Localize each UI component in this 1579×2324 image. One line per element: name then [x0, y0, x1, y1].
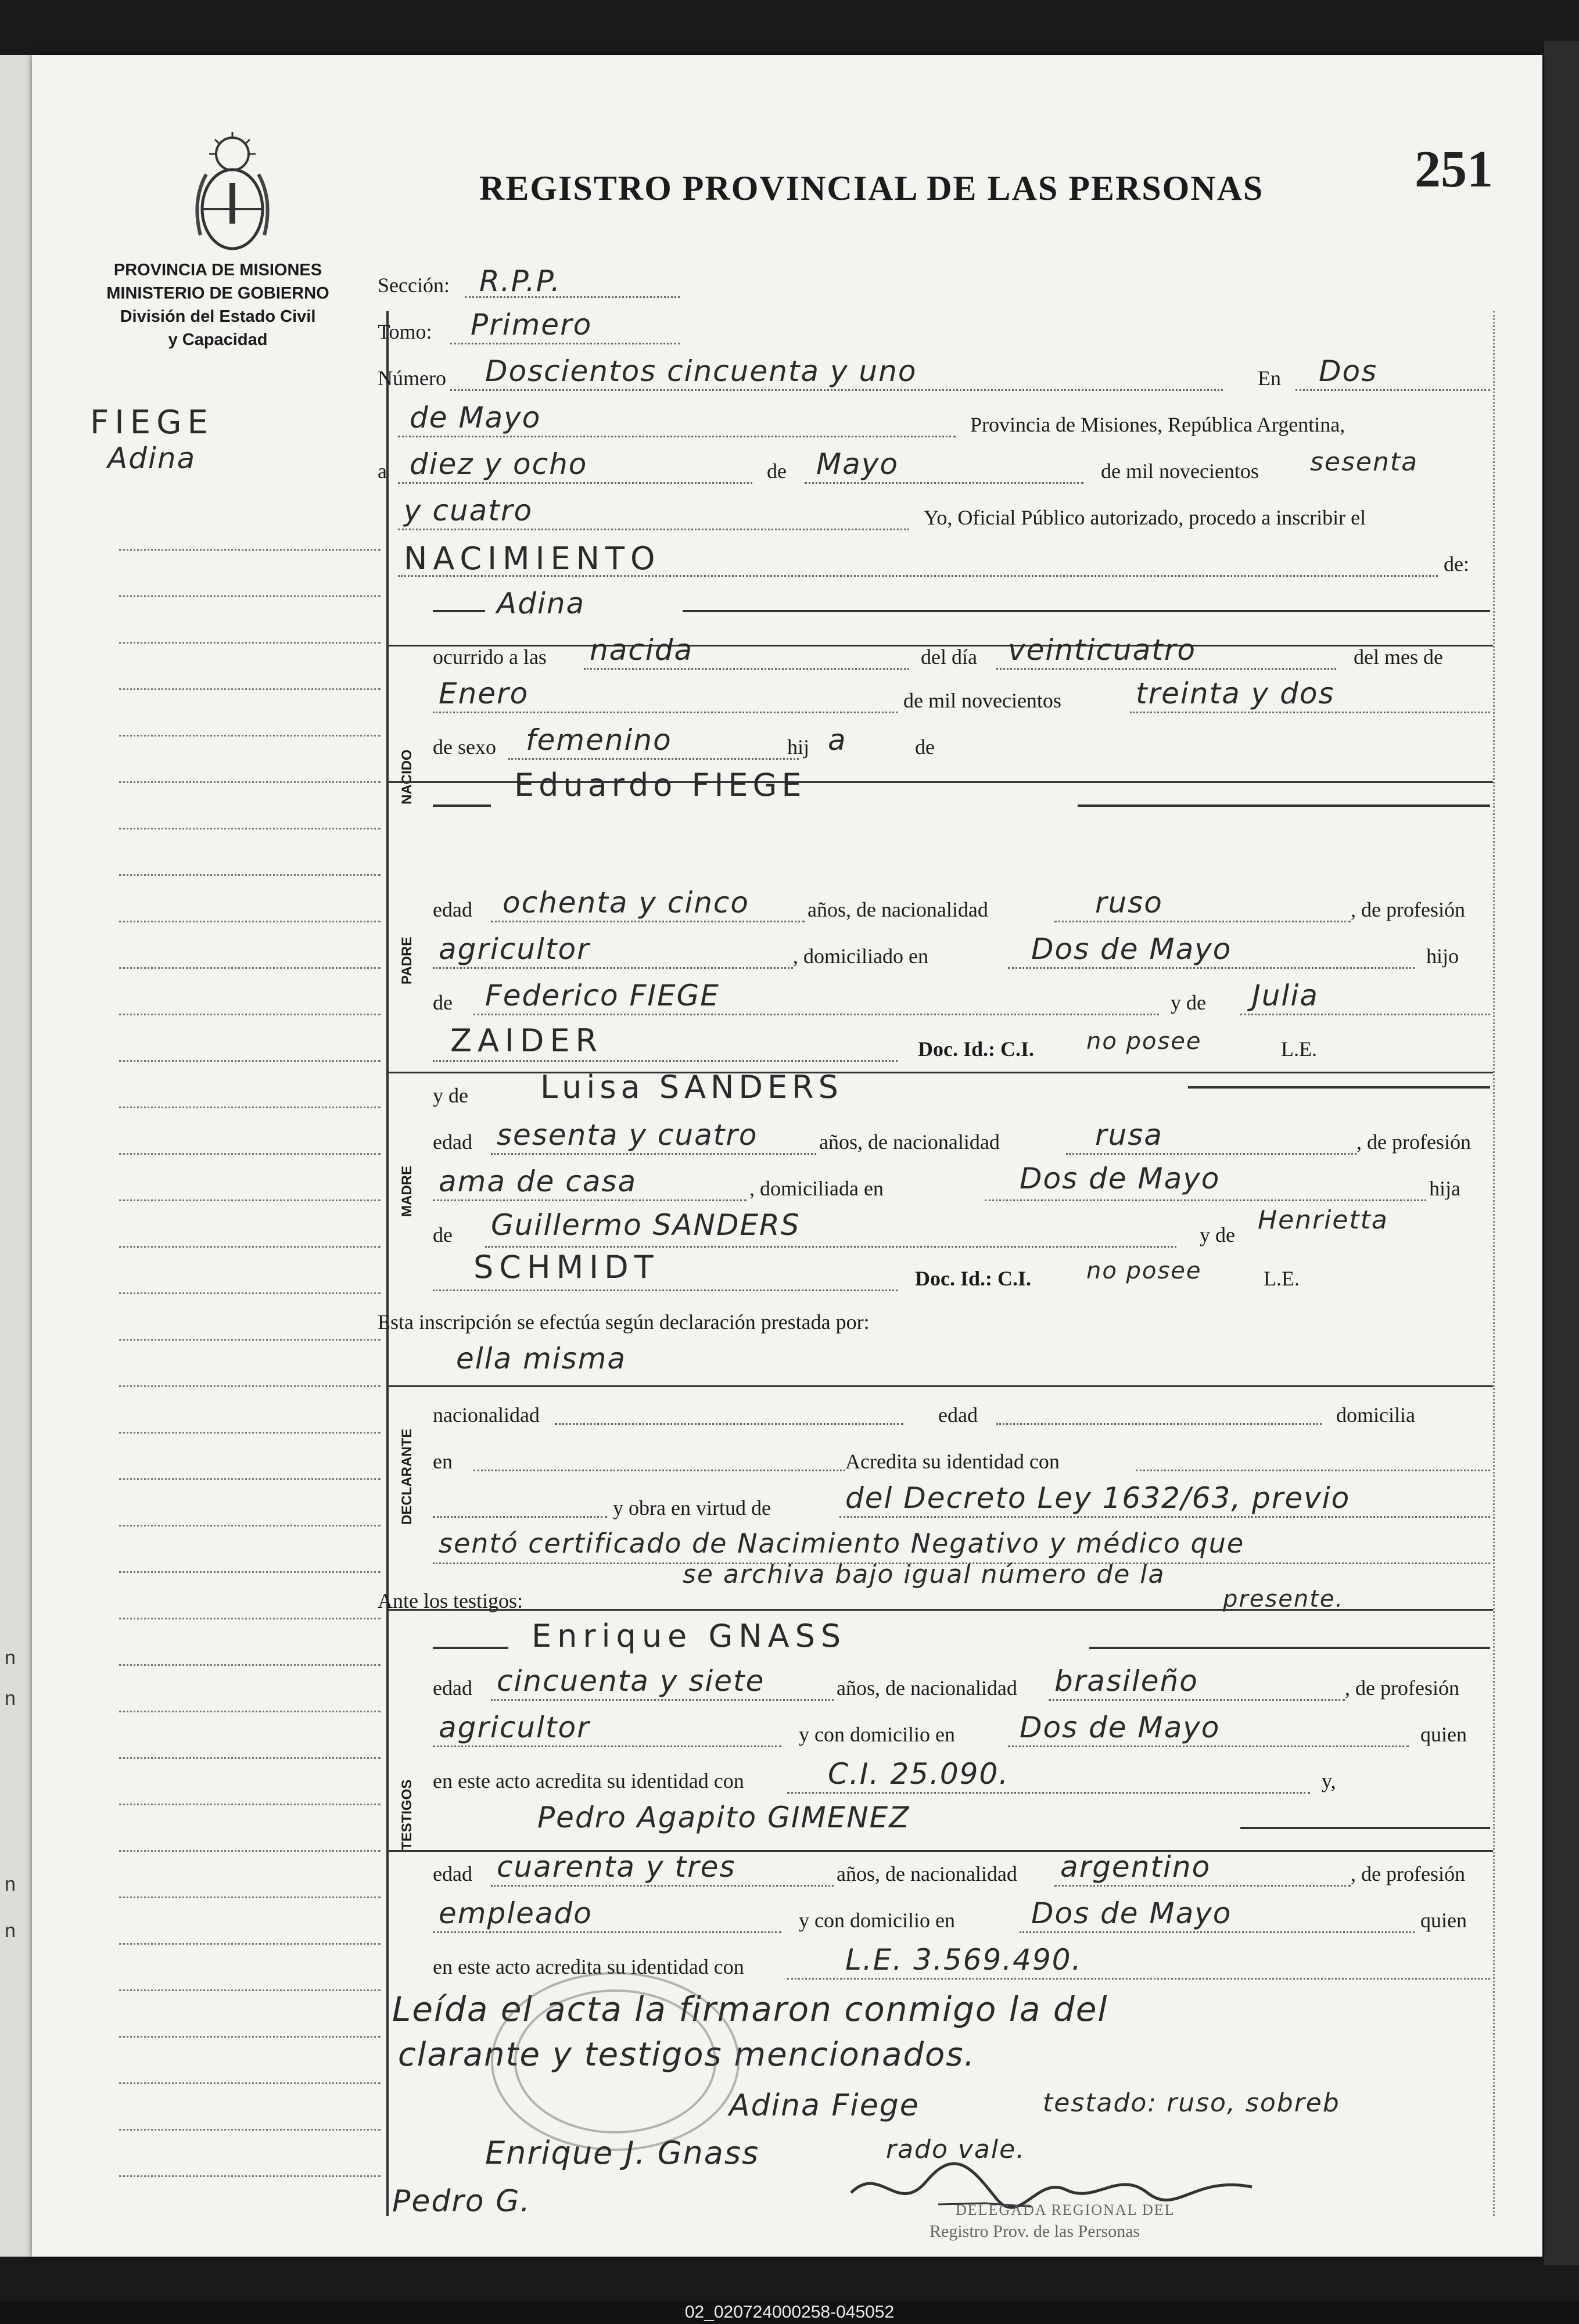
page-number: 251 [1415, 141, 1493, 198]
padre-prof-value: agricultor [439, 932, 590, 966]
margin-ruled-line [119, 735, 381, 737]
madre-edad-value: sesenta y cuatro [497, 1118, 758, 1152]
t2-acredita-label: en este acto acredita su identidad con [433, 1955, 744, 1978]
seccion-value: R.P.P. [479, 264, 561, 298]
t2-quien-label: quien [1420, 1909, 1467, 1932]
previous-page-edge [0, 55, 34, 2257]
testigo2-value: Pedro Agapito GIMENEZ [537, 1801, 910, 1834]
madre-nac-value: rusa [1095, 1118, 1163, 1152]
anio-nac-value: treinta y dos [1136, 677, 1335, 710]
ante-testigos-label: Ante los testigos: [378, 1589, 523, 1612]
t1-acredita-label: en este acto acredita su identidad con [433, 1769, 744, 1793]
ocurrido-label: ocurrido a las [433, 645, 547, 669]
del-mes-label: del mes de [1354, 645, 1443, 669]
t2-prof-value: empleado [439, 1896, 593, 1930]
prev-page-letter: n [5, 1687, 16, 1709]
sexo-label: de sexo [433, 735, 496, 759]
del-dia-label: del día [921, 645, 977, 669]
abuela-mat-y-de-label: y de [1200, 1223, 1235, 1247]
domiciliado-label: , domiciliado en [793, 944, 928, 968]
t1-edad-value: cincuenta y siete [497, 1664, 765, 1698]
margin-ruled-line [119, 2175, 381, 2177]
t2-prof-label: , de profesión [1351, 1862, 1465, 1885]
madre-nombre-value: Luisa SANDERS [540, 1069, 843, 1105]
prev-page-letter: n [5, 1647, 16, 1669]
acto-value: NACIMIENTO [404, 540, 661, 577]
margin-ruled-line [119, 1757, 381, 1759]
mes-nac-value: Enero [439, 677, 529, 710]
decl-dom-label: domicilia [1336, 1403, 1415, 1427]
abuelo-mat-value: Guillermo SANDERS [491, 1208, 801, 1242]
coat-of-arms-icon [189, 131, 276, 258]
esta-inscripcion-label: Esta inscripción se efectúa según declaración prestada por: [378, 1310, 870, 1334]
obra-line-2: sentó certificado de Nacimiento Negativo y médico que [439, 1528, 1245, 1559]
t2-dom-label: y con domicilio en [799, 1909, 955, 1932]
cierre-line-2: clarante y testigos mencionados. [398, 2036, 976, 2074]
margin-ruled-line [119, 1014, 381, 1015]
abuelo-de-label: de [433, 991, 453, 1014]
a-label: a [378, 459, 387, 483]
padre-section-label: PADRE [399, 936, 415, 985]
vale-note: rado vale. [886, 2135, 1026, 2164]
nombre-value: Adina [497, 587, 586, 620]
stamp-line-2: Registro Prov. de las Personas [930, 2222, 1140, 2241]
de-label: de [767, 459, 787, 483]
madre-ci-value: no posee [1086, 1258, 1202, 1284]
t1-nac-label: años, de nacionalidad [837, 1676, 1017, 1700]
hij-label: hij [787, 735, 810, 759]
acredita-label: Acredita su identidad con [845, 1450, 1060, 1473]
hija-label: hija [1429, 1177, 1460, 1200]
margin-ruled-line [119, 2129, 381, 2131]
margin-ruled-line [119, 1432, 381, 1434]
madre-doc-id-label: Doc. Id.: C.I. [915, 1267, 1032, 1290]
margin-ruled-line [119, 1292, 381, 1294]
margin-name: Adina [107, 441, 196, 475]
signature-testigo1: Enrique J. Gnass [485, 2135, 760, 2171]
padre-prof-label: , de profesión [1351, 898, 1465, 921]
doc-id-label: Doc. Id.: C.I. [918, 1037, 1035, 1061]
anio1-value: sesenta [1310, 447, 1419, 477]
t1-prof-label: , de profesión [1345, 1676, 1459, 1700]
hijo-label: hijo [1426, 944, 1459, 968]
abuela-pat-value-1: Julia [1252, 979, 1319, 1012]
madre-dom-value: Dos de Mayo [1020, 1162, 1221, 1195]
t1-y-label: y, [1322, 1769, 1336, 1793]
obra-line-4: presente. [1223, 1586, 1344, 1612]
t2-dom-value: Dos de Mayo [1031, 1896, 1232, 1930]
obra-line-3: se archiva bajo igual número de la [683, 1560, 1165, 1589]
margin-ruled-line [119, 874, 381, 876]
y-de-label: y de [1171, 991, 1206, 1014]
authority-line: MINISTERIO DE GOBIERNO [106, 284, 329, 303]
dia-value: diez y ocho [410, 447, 588, 481]
t2-nac-label: años, de nacionalidad [837, 1862, 1017, 1885]
decl-nac-label: nacionalidad [433, 1403, 540, 1427]
main-divider [386, 311, 389, 2216]
padre-nac-label: años, de nacionalidad [808, 898, 988, 921]
padre-ci-value: no posee [1086, 1028, 1202, 1055]
t1-doc-value: C.I. 25.090. [828, 1757, 1010, 1791]
le-label: L.E. [1281, 1037, 1317, 1061]
testado-note: testado: ruso, sobreb [1043, 2088, 1340, 2118]
margin-ruled-line [119, 595, 381, 597]
right-margin [1493, 311, 1495, 2216]
official-seal-inner [514, 1989, 716, 2133]
testigos-section-label: TESTIGOS [399, 1779, 415, 1850]
nacido-section-label: NACIDO [399, 749, 415, 804]
padre-nombre-value: Eduardo FIEGE [514, 767, 806, 803]
provincia-label: Provincia de Misiones, República Argentina, [970, 413, 1345, 436]
tomo-value: Primero [471, 308, 593, 342]
sexo-value: femenino [526, 723, 672, 757]
margin-ruled-line [119, 1525, 381, 1526]
margin-ruled-line [119, 1896, 381, 1898]
margin-ruled-line [119, 1385, 381, 1387]
signature-declarante: Adina Fiege [729, 2088, 920, 2123]
margin-ruled-line [119, 1246, 381, 1248]
abuela-pat-value-2: ZAIDER [450, 1022, 604, 1059]
t1-dom-label: y con domicilio en [799, 1723, 955, 1746]
mil-nac-label: de mil novecientos [903, 689, 1061, 712]
hij-value: a [828, 723, 847, 757]
madre-prof-label: , de profesión [1356, 1130, 1471, 1154]
margin-ruled-line [119, 1664, 381, 1666]
margin-ruled-line [119, 1153, 381, 1155]
domiciliada-label: , domiciliada en [749, 1177, 884, 1200]
testigo1-value: Enrique GNASS [532, 1618, 847, 1654]
t2-nac-value: argentino [1060, 1850, 1211, 1884]
page-title: REGISTRO PROVINCIAL DE LAS PERSONAS [479, 169, 1264, 207]
issuing-authority [67, 258, 369, 351]
de-colon-label: de: [1444, 552, 1469, 576]
madre-edad-label: edad [433, 1130, 472, 1154]
margin-ruled-line [119, 688, 381, 690]
y-obra-label: y obra en virtud de [613, 1496, 771, 1520]
margin-ruled-line [119, 1618, 381, 1619]
obra-line-1: del Decreto Ley 1632/63, previo [845, 1481, 1351, 1515]
prev-page-letter: n [5, 1873, 16, 1895]
t1-dom-value: Dos de Mayo [1020, 1711, 1221, 1744]
numero-label: Número [378, 367, 446, 390]
padre-edad-value: ochenta y cinco [503, 886, 749, 919]
declarante-value: ella misma [456, 1342, 627, 1375]
abuelo-mat-de-label: de [433, 1223, 453, 1247]
abuela-mat-value-1: Henrietta [1258, 1205, 1388, 1235]
de-label-2: de [915, 735, 935, 759]
decl-edad-label: edad [938, 1403, 978, 1427]
en-label: En [1258, 367, 1281, 390]
margin-ruled-line [119, 2082, 381, 2084]
margin-ruled-line [119, 1339, 381, 1341]
authority-line: División del Estado Civil [120, 307, 316, 326]
t1-edad-label: edad [433, 1676, 472, 1700]
t1-quien-label: quien [1420, 1723, 1467, 1746]
padre-edad-label: edad [433, 898, 472, 921]
seccion-label: Sección: [378, 274, 450, 297]
en-value: Dos [1319, 354, 1378, 388]
madre-prof-value: ama de casa [439, 1165, 637, 1198]
margin-ruled-line [119, 549, 381, 551]
declarante-section-label: DECLARANTE [399, 1428, 415, 1525]
madre-nac-label: años, de nacionalidad [819, 1130, 1000, 1154]
cierre-line-1: Leída el acta la firmaron conmigo la del [392, 1989, 1108, 2029]
t2-doc-value: L.E. 3.569.490. [845, 1943, 1082, 1977]
margin-ruled-line [119, 2036, 381, 2038]
margin-ruled-line [119, 1850, 381, 1852]
numero-value: Doscientos cincuenta y uno [485, 354, 917, 388]
prev-page-letter: n [5, 1920, 16, 1942]
margin-ruled-line [119, 1107, 381, 1108]
margin-ruled-line [119, 921, 381, 922]
scan-id-footer: 02_020724000258-045052 [0, 2301, 1579, 2324]
t2-edad-value: cuarenta y tres [497, 1850, 736, 1884]
yo-oficial-label: Yo, Oficial Público autorizado, procedo a inscribir el [924, 506, 1366, 529]
lugar-value: de Mayo [410, 401, 541, 434]
margin-ruled-line [119, 642, 381, 644]
margin-ruled-line [119, 828, 381, 829]
tomo-label: Tomo: [378, 320, 432, 343]
madre-le-label: L.E. [1264, 1267, 1300, 1290]
margin-ruled-line [119, 1943, 381, 1945]
authority-line: y Capacidad [168, 331, 268, 349]
t1-nac-value: brasileño [1054, 1664, 1198, 1698]
dia-nac-value: veinticuatro [1008, 633, 1196, 667]
t2-edad-label: edad [433, 1862, 472, 1885]
margin-ruled-line [119, 1060, 381, 1062]
book-binding [1544, 41, 1579, 2265]
t1-prof-value: agricultor [439, 1711, 590, 1744]
margin-ruled-line [119, 781, 381, 783]
margin-surname: FIEGE [90, 404, 214, 441]
authority-line: PROVINCIA DE MISIONES [113, 261, 322, 279]
margin-ruled-line [119, 1989, 381, 1991]
margin-ruled-line [119, 967, 381, 969]
abuela-mat-value-2: SCHMIDT [473, 1249, 659, 1285]
signature-testigo2: Pedro G. [392, 2184, 531, 2219]
margin-ruled-line [119, 1711, 381, 1712]
decl-en-label: en [433, 1450, 453, 1473]
abuelo-pat-value: Federico FIEGE [485, 979, 720, 1012]
register-page [32, 55, 1542, 2257]
margin-ruled-line [119, 1571, 381, 1573]
padre-nac-value: ruso [1095, 886, 1163, 919]
margin-ruled-line [119, 1199, 381, 1201]
mes-value: Mayo [816, 447, 899, 481]
madre-y-de-label: y de [433, 1084, 468, 1107]
margin-ruled-line [119, 1478, 381, 1480]
stamp-line-1: DELEGADA REGIONAL DEL [956, 2201, 1175, 2218]
mil-label: de mil novecientos [1101, 459, 1259, 483]
madre-section-label: MADRE [399, 1166, 415, 1217]
hora-value: nacida [590, 633, 694, 667]
margin-ruled-line [119, 1804, 381, 1805]
anio2-value: y cuatro [404, 494, 533, 527]
padre-dom-value: Dos de Mayo [1031, 932, 1232, 966]
